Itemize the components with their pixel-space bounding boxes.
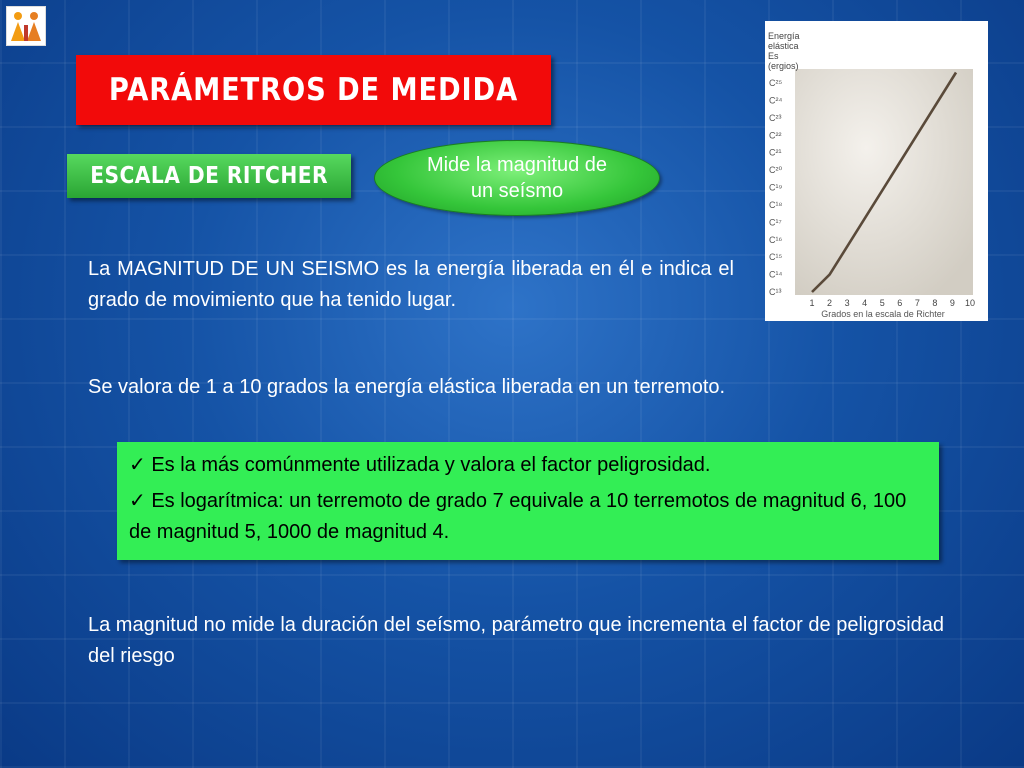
y-axis-label-line: Es	[768, 51, 779, 61]
paragraph-valora: Se valora de 1 a 10 grados la energía elástica liberada en un terremoto.	[88, 376, 726, 398]
y-axis-label-line: Energía	[768, 31, 800, 41]
bullet-item	[129, 486, 927, 548]
y-tick-label: C²⁵	[769, 78, 783, 88]
y-tick-label: C¹⁷	[769, 217, 782, 228]
paragraph-duracion: La magnitud no mide la duración del seísmo, parámetro que incrementa el factor de peligrosidad del riesgo	[88, 614, 945, 667]
plot-area	[795, 69, 973, 295]
y-tick-label: C²²	[769, 130, 782, 141]
escala-banner	[67, 154, 351, 198]
escala-label: ESCALA DE RITCHER	[90, 163, 328, 189]
x-tick-label: 2	[827, 298, 833, 308]
bullet-item	[129, 450, 927, 481]
y-tick-label: C¹⁹	[769, 182, 783, 193]
check-icon: ✓	[129, 490, 146, 512]
x-tick-label: 9	[949, 298, 955, 308]
richter-chart	[765, 21, 988, 321]
check-icon: ✓	[129, 454, 146, 476]
x-tick-label: 4	[862, 298, 868, 308]
y-tick-label: C¹³	[769, 287, 782, 297]
oval-text: Mide la magnitud de un seísmo	[426, 154, 608, 202]
bullet-box	[117, 442, 939, 560]
x-tick-label: 3	[844, 298, 850, 308]
y-tick-label: C¹⁴	[769, 269, 783, 280]
y-axis-label-line: elástica	[768, 41, 799, 51]
logo-icon	[6, 6, 46, 46]
magnitud-oval	[374, 140, 660, 216]
chart-svg	[765, 21, 988, 321]
x-tick-label: 6	[897, 298, 903, 308]
y-tick-label: C²⁰	[769, 165, 783, 176]
x-tick-label: 7	[914, 298, 920, 308]
x-tick-label: 8	[932, 298, 938, 308]
bullet-text: Es la más comúnmente utilizada y valora el factor peligrosidad.	[151, 454, 711, 476]
y-tick-label: C²³	[769, 112, 782, 123]
title-banner	[76, 55, 551, 125]
y-tick-label: C¹⁵	[769, 252, 783, 263]
paragraph-magnitud: La MAGNITUD DE UN SEISMO es la energía liberada en él e indica el grado de movimiento que ha tenido lugar.	[88, 258, 734, 311]
y-tick-label: C²⁴	[769, 95, 783, 106]
x-tick-label: 5	[879, 298, 885, 308]
x-axis-label: Grados en la escala de Richter	[821, 309, 945, 319]
y-axis-label-line: (ergios)	[768, 61, 799, 71]
bullet-text: Es logarítmica: un terremoto de grado 7 equivale a 10 terremotos de magnitud 6, 100 de magnitud 5, 1000 de magnitud 4.	[129, 490, 907, 543]
page-title: PARÁMETROS DE MEDIDA	[108, 72, 519, 108]
y-tick-label: C¹⁸	[769, 199, 783, 210]
y-tick-label: C²¹	[769, 147, 782, 158]
x-tick-label: 1	[809, 298, 815, 308]
y-tick-label: C¹⁶	[769, 234, 783, 245]
x-tick-label: 10	[964, 298, 976, 308]
